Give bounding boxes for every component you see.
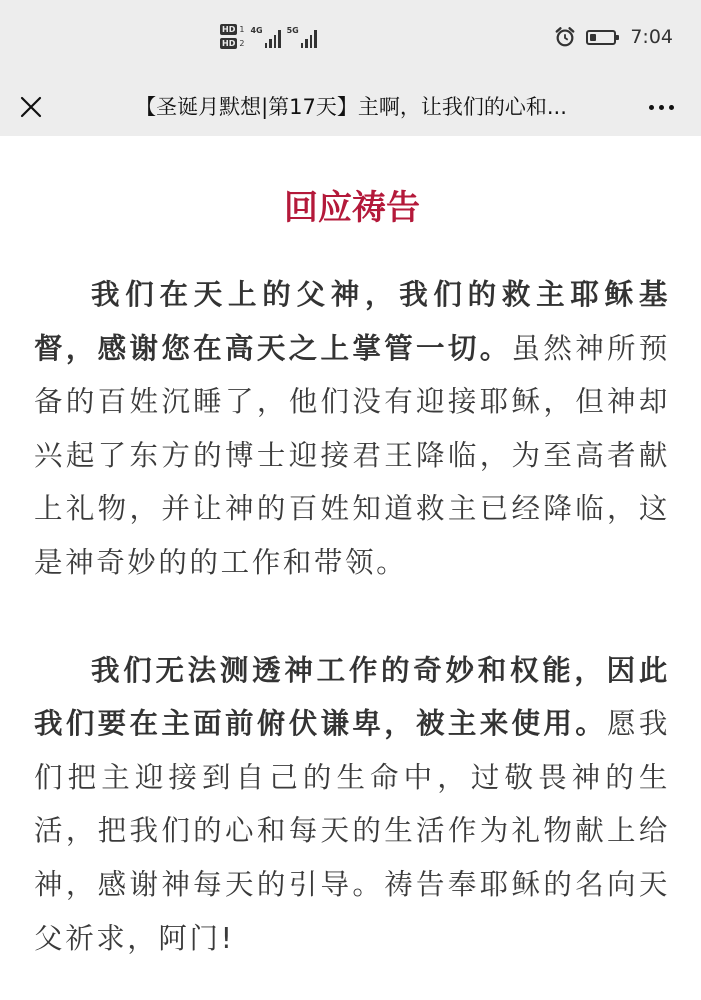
more-icon-dot [669, 105, 674, 110]
sim-number: 2 [239, 39, 245, 48]
article-heading: 回应祷告 [284, 188, 420, 228]
prayer-paragraph-1 [34, 268, 670, 590]
status-bar [0, 0, 701, 78]
hd-label: HD [222, 39, 236, 48]
hd-label: HD [222, 25, 236, 34]
close-button[interactable] [14, 90, 48, 124]
paragraph-text: 虽然神所预备的百姓沉睡了，他们没有迎接耶稣，但神却兴起了东方的博士迎接君王降临，为至高者献上礼物，并让神的百姓知道救主已经降临，这是神奇妙的的工作和带领。 [34, 331, 670, 579]
close-icon [20, 96, 42, 118]
alarm-clock-icon [554, 26, 576, 48]
signal-bars-icon [265, 30, 281, 48]
hd-badge-sim1 [220, 24, 244, 35]
signal-5g [287, 26, 317, 48]
signal-indicators [220, 24, 317, 49]
battery-icon [586, 30, 616, 45]
more-icon-dot [659, 105, 664, 110]
status-right [554, 26, 673, 48]
signal-bars-icon [301, 30, 317, 48]
battery-fill [590, 34, 596, 41]
paragraph-bold-text: 我们在天上的父神，我们的救主耶稣基督，感谢您在高天之上掌管一切。 [34, 278, 670, 365]
signal-4g [250, 26, 280, 48]
nav-bar [0, 78, 701, 136]
prayer-paragraph-2 [34, 644, 670, 966]
paragraph-text: 愿我们把主迎接到自己的生命中，过敬畏神的生活，把我们的心和每天的生活作为礼物献上给神，感谢神每天的引导。祷告奉耶稣的名向天父祈求，阿门! [34, 707, 670, 955]
article-body [34, 136, 670, 965]
more-options-button[interactable] [641, 90, 681, 124]
network-type: 4G [250, 25, 263, 35]
hd-badge-sim2 [220, 38, 244, 49]
sim-number: 1 [239, 25, 245, 34]
network-type: 5G [286, 25, 299, 35]
clock: 7:04 [630, 26, 673, 48]
more-icon-dot [649, 105, 654, 110]
paragraph-bold-text: 我们无法测透神工作的奇妙和权能，因此我们要在主面前俯伏谦卑，被主来使用。 [34, 653, 670, 741]
page-title: 【圣诞月默想|第17天】主啊，让我们的心和... [135, 95, 567, 119]
